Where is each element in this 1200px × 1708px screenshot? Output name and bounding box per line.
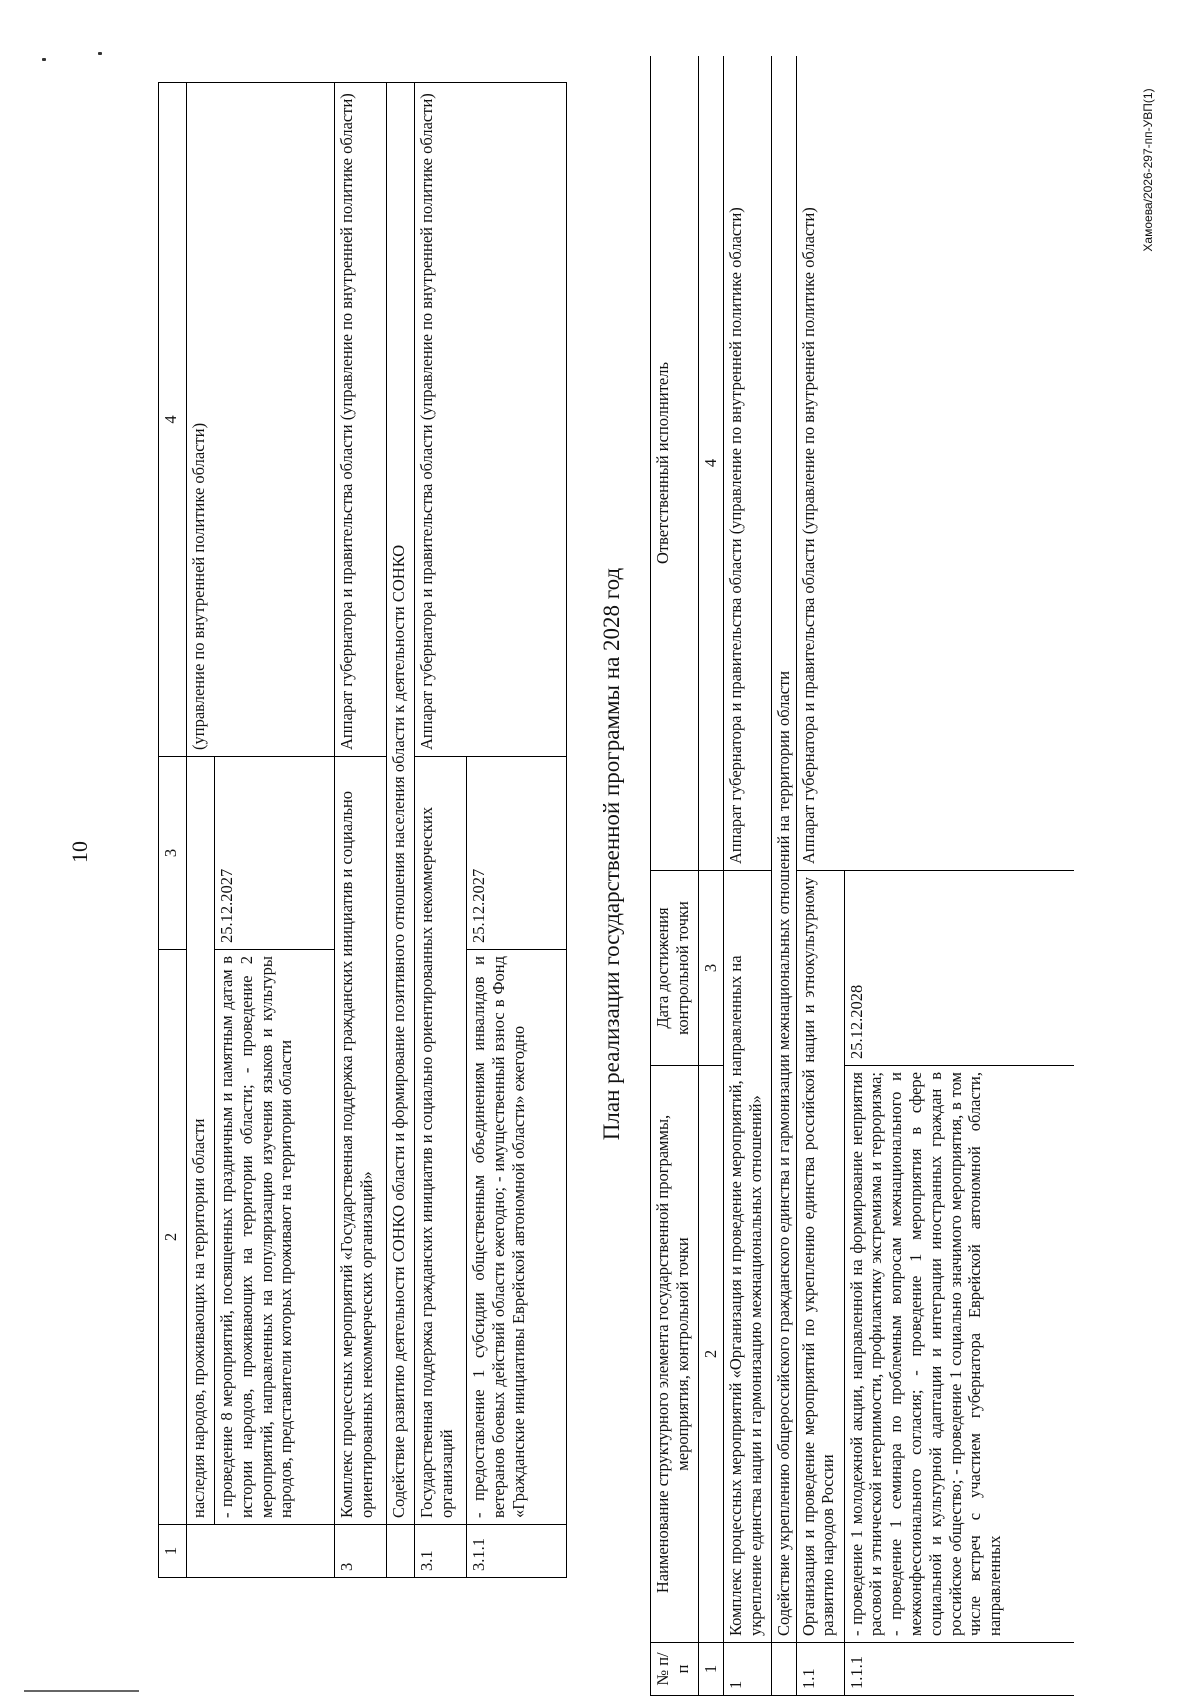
table-row <box>796 56 844 1696</box>
header-cell: 2 <box>159 950 187 1525</box>
plan-table-wrapper <box>650 56 1074 1696</box>
table-row <box>387 83 415 1578</box>
row-text: Государственная поддержка гражданских инициатив и социально ориентированных некоммерческих организаций <box>415 757 467 1525</box>
row-text: Комплекс процессных мероприятий «Организация и проведение мероприятий, направленных на укрепление единства нации и гармонизацию межнациональных отношений» <box>723 871 771 1643</box>
row-text: - проведение 1 молодежной акции, направленной на формирование неприятия расовой и этнической нетерпимости, профилактику экстремизма и терроризма; - проведение 1 семинара по проблемным вопросам межнационального и межконфессионального согласия; - проведение 1 мероприятия в сфере социальной и культурной адаптации и интеграции иностранных граждан в российское общество; - проведение 1 социально значимого мероприятия, в том числе встреч с участием губернатора Еврейской автономной области, направленных <box>844 1066 1074 1643</box>
row-text: наследия народов, проживающих на территории области <box>187 757 215 1525</box>
page-number: 10 <box>67 841 92 863</box>
row-number: 1.1.1 <box>844 1643 1074 1696</box>
column-number: 1 <box>699 1643 724 1696</box>
row-responsible: Аппарат губернатора и правительства области (управление по внутренней политике области) <box>335 83 387 757</box>
row-responsible: Аппарат губернатора и правительства области (управление по внутренней политике области) <box>415 83 567 757</box>
header-number: № п/п <box>651 1643 699 1696</box>
table-header-row <box>159 83 187 1578</box>
row-date: 25.12.2028 <box>844 871 1074 1066</box>
table-row <box>335 83 387 1578</box>
column-number: 4 <box>699 56 724 871</box>
plan-table <box>650 56 1074 1696</box>
continuation-table <box>158 82 567 1578</box>
row-date: 25.12.2027 <box>215 757 335 950</box>
document-id: Хамоева/2026-297-пп-УВП(1) <box>1141 88 1155 252</box>
header-responsible: Ответственный исполнитель <box>651 56 699 871</box>
row-number: 3.1.1 <box>467 1525 567 1578</box>
row-span-text: Содействие укреплению общероссийского гражданского единства и гармонизации межнациональных отношений на территории области <box>771 56 796 1643</box>
row-text: - проведение 8 мероприятий, посвященных праздничным и памятным датам в истории народов, проживающих на территории области; - проведение 2 мероприятий, направленных на популяризацию изучения языков и культуры народов, представители которых проживают на территории области <box>215 950 335 1525</box>
scan-speck <box>42 58 46 61</box>
header-cell: 4 <box>159 83 187 757</box>
row-number: 3.1 <box>415 1525 467 1578</box>
row-number: 3 <box>335 1525 387 1578</box>
header-name: Наименование структурного элемента государственной программы, мероприятия, контрольной точки <box>651 1066 699 1643</box>
header-cell: 1 <box>159 1525 187 1578</box>
table-row <box>723 56 771 1696</box>
plan-heading: План реализации государственной программы на 2028 год <box>599 567 624 1141</box>
row-responsible: (управление по внутренней политике области) <box>187 83 335 757</box>
row-span-text: Содействие развитию деятельности СОНКО области и формирование позитивного отношения населения области к деятельности СОНКО <box>387 83 415 1525</box>
table-row <box>187 83 215 1578</box>
row-text: - предоставление 1 субсидии общественным объединениям инвалидов и ветеранов боевых действий области ежегодно; - имущественный взнос в Фонд «Гражданские инициативы Еврейской автономной области» ежегодно <box>467 950 567 1525</box>
row-number: 1 <box>723 1643 771 1696</box>
column-number: 2 <box>699 1066 724 1643</box>
row-date: 25.12.2027 <box>467 757 567 950</box>
row-number <box>387 1525 415 1578</box>
scan-edge-line <box>24 1690 139 1692</box>
row-number: 1.1 <box>796 1643 844 1696</box>
header-date: Дата достижения контрольной точки <box>651 871 699 1066</box>
row-number <box>771 1643 796 1696</box>
row-responsible: Аппарат губернатора и правительства области (управление по внутренней политике области) <box>723 56 771 871</box>
row-number <box>187 1525 335 1578</box>
column-number: 3 <box>699 871 724 1066</box>
row-text: Комплекс процессных мероприятий «Государственная поддержка гражданских инициатив и социально ориентированных некоммерческих организаций» <box>335 757 387 1525</box>
row-responsible: Аппарат губернатора и правительства области (управление по внутренней политике области) <box>796 56 1074 871</box>
table-row <box>771 56 796 1696</box>
table-header-row <box>651 56 699 1696</box>
row-text: Организация и проведение мероприятий по укреплению единства российской нации и этнокультурному развитию народов России <box>796 871 844 1643</box>
column-number-row <box>699 56 724 1696</box>
scan-speck <box>98 52 102 55</box>
header-cell: 3 <box>159 757 187 950</box>
table-row <box>415 83 467 1578</box>
